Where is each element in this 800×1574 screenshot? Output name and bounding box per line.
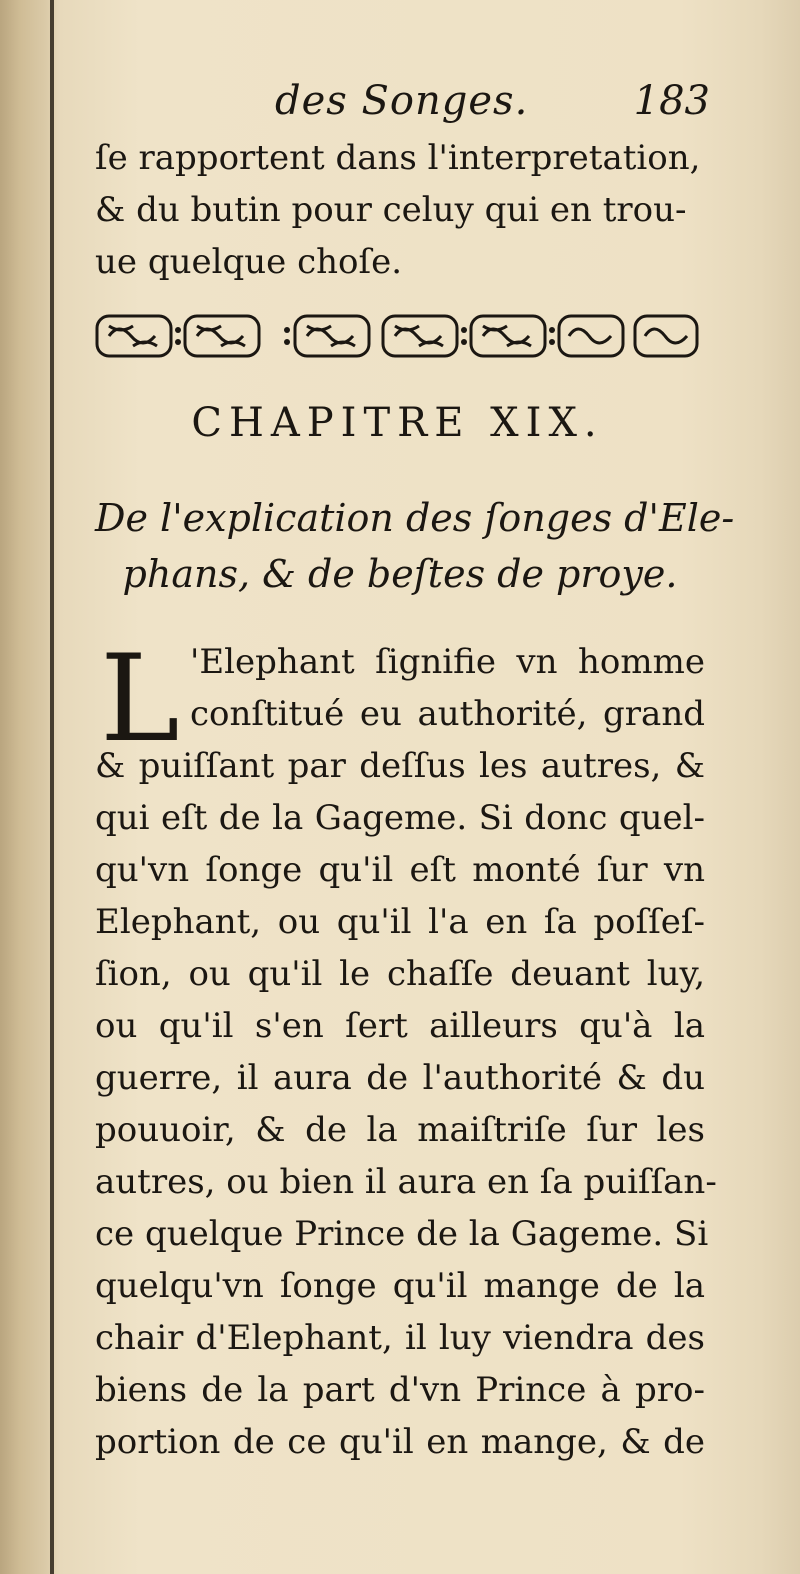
text-line: ou qu'il s'en ſert ailleurs qu'à la [95, 1006, 705, 1046]
text-line: biens de la part d'vn Prince à pro- [95, 1370, 705, 1410]
text-line: conſtitué eu authorité, grand [190, 694, 705, 734]
ornament-motif [295, 316, 369, 356]
text-line: ce quelque Prince de la Gageme. Si [95, 1214, 709, 1254]
ornament-motif [185, 316, 259, 356]
page-number: 183 [633, 78, 710, 124]
ornament-motif [383, 316, 457, 356]
page-header [100, 70, 710, 130]
text-line: portion de ce qu'il en mange, & de [95, 1422, 705, 1462]
text-line: qui eſt de la Gageme. Si donc quel- [95, 798, 705, 838]
text-line: ue quelque choſe. [95, 242, 402, 282]
ornamental-divider [95, 308, 700, 364]
ornament-motif [471, 316, 545, 356]
running-head: des Songes. [275, 78, 529, 124]
chapter-subtitle-line: phans, & de beſtes de proye. [122, 552, 678, 596]
text-line: quelqu'vn ſonge qu'il mange de la [95, 1266, 705, 1306]
text-line: Elephant, ou qu'il l'a en ſa poſſeſ- [95, 902, 705, 942]
text-line: ſion, ou qu'il le chaſſe deuant luy, [95, 954, 705, 994]
text-line: qu'vn ſonge qu'il eſt monté ſur vn [95, 850, 705, 890]
drop-cap: L [100, 630, 180, 769]
text-line: chair d'Elephant, il luy viendra des [95, 1318, 705, 1358]
text-line: autres, ou bien il aura en ſa puiſſan- [95, 1162, 717, 1202]
ornament-motif [97, 316, 171, 356]
ornament-motif [635, 316, 697, 356]
chapter-title: CHAPITRE XIX. [191, 400, 604, 446]
text-line: pouuoir, & de la maiſtriſe ſur les [95, 1110, 705, 1150]
text-line: ſe rapportent dans l'interpretation, [95, 138, 701, 178]
ornament-motif [559, 316, 623, 356]
text-line: guerre, il aura de l'authorité & du [95, 1058, 705, 1098]
chapter-subtitle-line: De l'explication des ſonges d'Ele- [95, 496, 735, 540]
text-line: & puiſſant par deſſus les autres, & [95, 746, 705, 786]
text-line: 'Elephant ſignifie vn homme [190, 642, 705, 682]
text-line: & du butin pour celuy qui en trou- [95, 190, 687, 230]
spine-edge [50, 0, 54, 1574]
